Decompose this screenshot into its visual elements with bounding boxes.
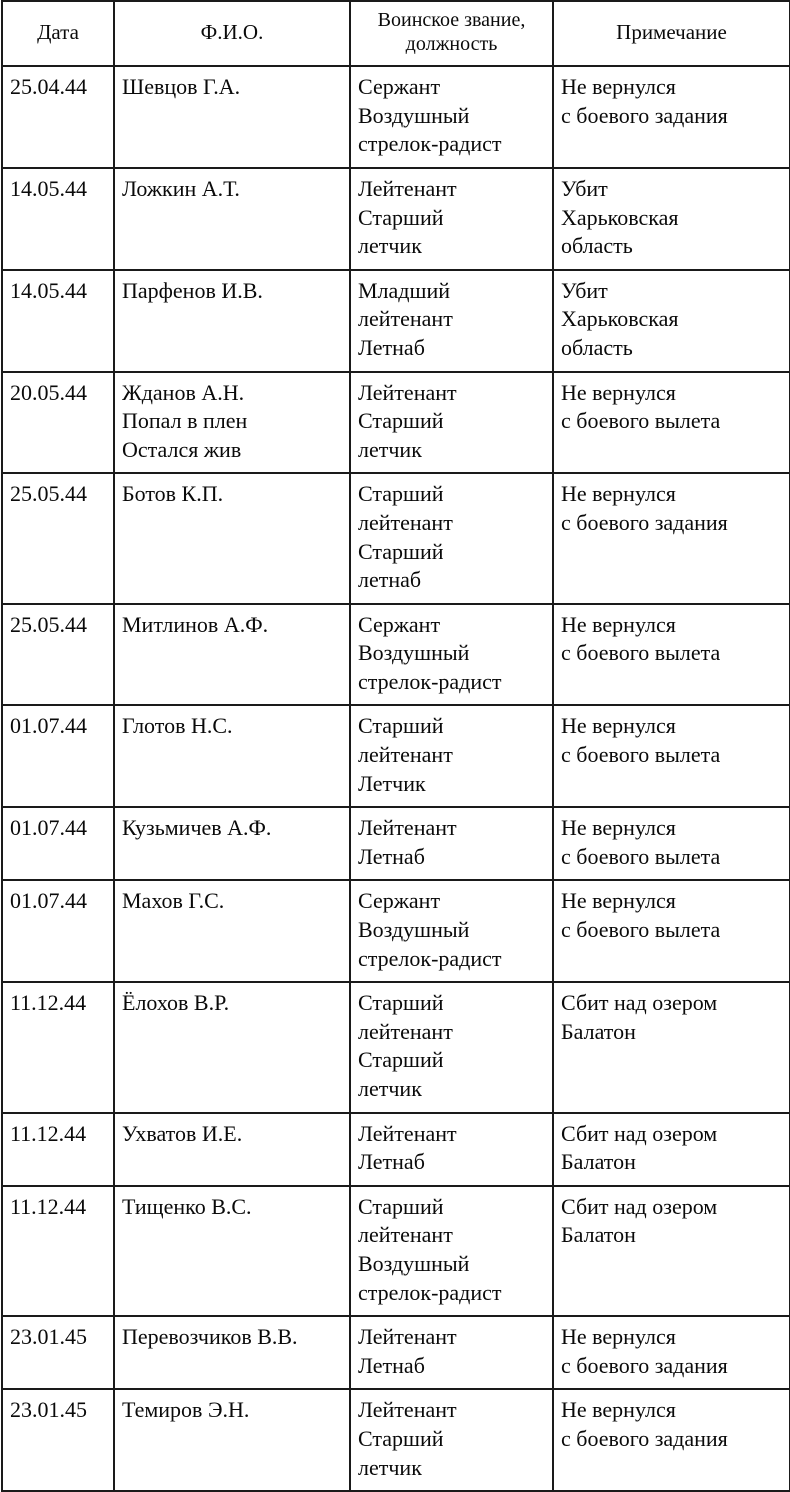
cell-rank-line: Лейтенант <box>358 815 457 841</box>
cell-name-line: Перевозчиков В.В. <box>122 1324 298 1350</box>
cell-note-line: Балатон <box>561 1222 636 1248</box>
cell-name-line: Ухватов И.Е. <box>122 1120 243 1146</box>
cell-rank-line: лейтенант <box>358 1018 453 1044</box>
cell-rank-line: стрелок-радист <box>358 1279 502 1305</box>
cell-name-line: Жданов А.Н. <box>122 379 245 405</box>
cell-date: 14.05.44 <box>2 270 114 372</box>
cell-note <box>553 372 790 474</box>
cell-rank-line: стрелок-радист <box>358 945 502 971</box>
cell-rank-line: Старший <box>358 204 444 230</box>
cell-rank-line: Младший <box>358 277 450 303</box>
cell-note <box>553 1389 790 1491</box>
cell-note <box>553 604 790 706</box>
column-header-rank-line-1: Воинское звание, <box>377 9 526 31</box>
cell-rank <box>350 270 553 372</box>
cell-note <box>553 705 790 807</box>
cell-note-line: с боевого вылета <box>561 843 721 869</box>
cell-rank-line: лейтенант <box>358 306 453 332</box>
table-header-row <box>2 1 790 66</box>
cell-rank-line: лейтенант <box>358 742 453 768</box>
cell-date: 20.05.44 <box>2 372 114 474</box>
cell-name-line: Темиров Э.Н. <box>122 1397 250 1423</box>
cell-name <box>114 982 350 1112</box>
cell-name-line: Митлинов А.Ф. <box>122 611 269 637</box>
cell-rank <box>350 1113 553 1186</box>
cell-rank <box>350 880 553 982</box>
cell-date: 11.12.44 <box>2 982 114 1112</box>
cell-rank <box>350 473 553 603</box>
cell-note <box>553 1316 790 1389</box>
cell-rank <box>350 604 553 706</box>
cell-note-line: с боевого задания <box>561 1425 728 1451</box>
cell-date: 25.05.44 <box>2 604 114 706</box>
cell-name-line: Махов Г.С. <box>122 888 225 914</box>
cell-date: 25.04.44 <box>2 66 114 168</box>
cell-note-line: Балатон <box>561 1018 636 1044</box>
cell-note-line: с боевого вылета <box>561 742 721 768</box>
table-row <box>2 705 790 807</box>
table-row <box>2 66 790 168</box>
cell-note-line: с боевого вылета <box>561 408 721 434</box>
table-row <box>2 604 790 706</box>
cell-note-line: Не вернулся <box>561 481 676 507</box>
table-body <box>2 66 790 1491</box>
cell-rank-line: Сержант <box>358 888 441 914</box>
cell-date: 25.05.44 <box>2 473 114 603</box>
cell-note-line: Не вернулся <box>561 379 676 405</box>
cell-rank-line: Летнаб <box>358 1149 425 1175</box>
cell-note-line: Сбит над озером <box>561 990 718 1016</box>
cell-rank-line: Старший <box>358 1193 444 1219</box>
cell-rank-line: Старший <box>358 990 444 1016</box>
cell-rank <box>350 66 553 168</box>
cell-rank-line: лейтенант <box>358 509 453 535</box>
cell-rank-line: Летчик <box>358 770 426 796</box>
cell-rank-line: Сержант <box>358 74 441 100</box>
table-row <box>2 270 790 372</box>
cell-name <box>114 372 350 474</box>
cell-rank-line: стрелок-радист <box>358 131 502 157</box>
cell-note <box>553 982 790 1112</box>
cell-name <box>114 705 350 807</box>
cell-rank-line: стрелок-радист <box>358 668 502 694</box>
table-row <box>2 168 790 270</box>
table-row <box>2 1186 790 1316</box>
cell-note-line: Не вернулся <box>561 713 676 739</box>
cell-name <box>114 604 350 706</box>
cell-rank-line: летчик <box>358 436 422 462</box>
cell-rank <box>350 705 553 807</box>
cell-date: 23.01.45 <box>2 1389 114 1491</box>
cell-rank-line: Летнаб <box>358 334 425 360</box>
cell-note <box>553 473 790 603</box>
cell-name <box>114 1113 350 1186</box>
column-header-name: Ф.И.О. <box>114 1 350 66</box>
table-row <box>2 1113 790 1186</box>
cell-rank <box>350 807 553 880</box>
cell-rank-line: Летнаб <box>358 843 425 869</box>
table-row <box>2 807 790 880</box>
cell-rank <box>350 1316 553 1389</box>
cell-date: 14.05.44 <box>2 168 114 270</box>
cell-date: 01.07.44 <box>2 807 114 880</box>
cell-name-line: Остался жив <box>122 436 242 462</box>
cell-name-line: Попал в плен <box>122 408 248 434</box>
cell-rank-line: Старший <box>358 713 444 739</box>
table-row <box>2 880 790 982</box>
table-row <box>2 1316 790 1389</box>
cell-rank-line: Старший <box>358 481 444 507</box>
cell-note-line: Сбит над озером <box>561 1120 718 1146</box>
cell-note-line: Сбит над озером <box>561 1193 718 1219</box>
table-row <box>2 372 790 474</box>
cell-rank-line: Сержант <box>358 611 441 637</box>
cell-name <box>114 880 350 982</box>
cell-rank-line: Лейтенант <box>358 1120 457 1146</box>
cell-note-line: с боевого задания <box>561 102 728 128</box>
cell-date: 11.12.44 <box>2 1113 114 1186</box>
cell-rank <box>350 168 553 270</box>
cell-rank-line: Воздушный <box>358 102 470 128</box>
cell-rank-line: Воздушный <box>358 1250 470 1276</box>
cell-note <box>553 168 790 270</box>
cell-note-line: Не вернулся <box>561 888 676 914</box>
cell-name <box>114 1389 350 1491</box>
cell-rank-line: Летнаб <box>358 1352 425 1378</box>
cell-rank <box>350 1389 553 1491</box>
cell-rank-line: летчик <box>358 1454 422 1480</box>
cell-name-line: Тищенко В.С. <box>122 1193 252 1219</box>
cell-name-line: Ложкин А.Т. <box>122 175 240 201</box>
cell-rank-line: Старший <box>358 538 444 564</box>
cell-rank-line: Лейтенант <box>358 175 457 201</box>
cell-rank <box>350 982 553 1112</box>
cell-note-line: Балатон <box>561 1149 636 1175</box>
cell-note-line: область <box>561 334 633 360</box>
cell-name <box>114 1186 350 1316</box>
cell-name-line: Ботов К.П. <box>122 481 224 507</box>
cell-name-line: Парфенов И.В. <box>122 277 263 303</box>
table-row <box>2 473 790 603</box>
cell-note <box>553 1113 790 1186</box>
cell-note-line: с боевого задания <box>561 509 728 535</box>
cell-note-line: Не вернулся <box>561 611 676 637</box>
cell-date: 23.01.45 <box>2 1316 114 1389</box>
cell-name-line: Кузьмичев А.Ф. <box>122 815 272 841</box>
column-header-date: Дата <box>2 1 114 66</box>
cell-note-line: Харьковская <box>561 306 679 332</box>
cell-note-line: с боевого задания <box>561 1352 728 1378</box>
cell-note <box>553 66 790 168</box>
cell-rank <box>350 372 553 474</box>
cell-note-line: Не вернулся <box>561 815 676 841</box>
cell-note-line: Не вернулся <box>561 1397 676 1423</box>
cell-note-line: область <box>561 233 633 259</box>
cell-rank-line: летчик <box>358 1076 422 1101</box>
losses-table <box>1 0 790 1492</box>
cell-name <box>114 168 350 270</box>
cell-name <box>114 66 350 168</box>
cell-note <box>553 270 790 372</box>
cell-rank-line: Старший <box>358 408 444 434</box>
cell-date: 01.07.44 <box>2 880 114 982</box>
table-row <box>2 982 790 1112</box>
cell-note <box>553 1186 790 1316</box>
cell-date: 01.07.44 <box>2 705 114 807</box>
cell-note-line: с боевого вылета <box>561 917 721 943</box>
cell-rank-line: Старший <box>358 1047 444 1073</box>
cell-note-line: с боевого вылета <box>561 640 721 666</box>
cell-rank-line: Лейтенант <box>358 379 457 405</box>
cell-name-line: Шевцов Г.А. <box>122 74 241 100</box>
cell-note-line: Не вернулся <box>561 74 676 100</box>
cell-rank <box>350 1186 553 1316</box>
cell-rank-line: Воздушный <box>358 917 470 943</box>
cell-name <box>114 270 350 372</box>
cell-note <box>553 807 790 880</box>
cell-note-line: Убит <box>561 175 608 201</box>
table-header <box>2 1 790 66</box>
table-row <box>2 1389 790 1491</box>
cell-note <box>553 880 790 982</box>
column-header-note: Примечание <box>553 1 790 66</box>
column-header-rank <box>350 1 553 66</box>
cell-rank-line: лейтенант <box>358 1222 453 1248</box>
cell-rank-line: Старший <box>358 1425 444 1451</box>
cell-date: 11.12.44 <box>2 1186 114 1316</box>
cell-note-line: Харьковская <box>561 204 679 230</box>
cell-name-line: Глотов Н.С. <box>122 713 233 739</box>
cell-note-line: Убит <box>561 277 608 303</box>
cell-note-line: Не вернулся <box>561 1324 676 1350</box>
cell-rank-line: Лейтенант <box>358 1397 457 1423</box>
cell-rank-line: Лейтенант <box>358 1324 457 1350</box>
cell-name <box>114 473 350 603</box>
cell-rank-line: Воздушный <box>358 640 470 666</box>
cell-name <box>114 1316 350 1389</box>
column-header-rank-line-2: должность <box>405 32 498 55</box>
cell-rank-line: летчик <box>358 233 422 259</box>
cell-name-line: Ёлохов В.Р. <box>122 990 230 1016</box>
cell-rank-line: летнаб <box>358 567 422 593</box>
cell-name <box>114 807 350 880</box>
